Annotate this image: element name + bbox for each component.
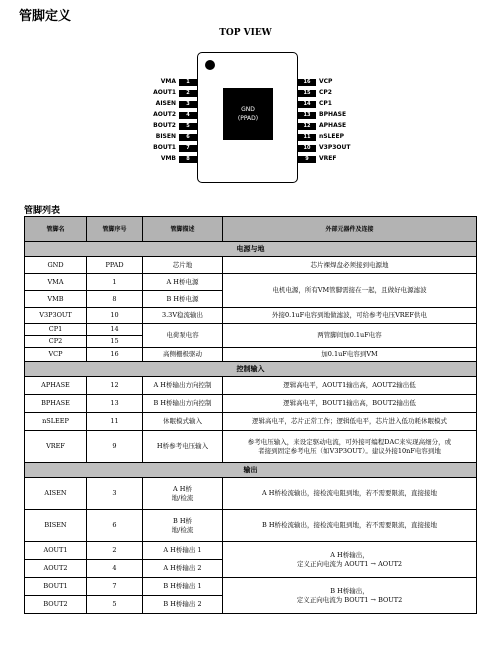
pin-name: AOUT2 [153,111,176,118]
table-row: nSLEEP 11 休眠模式输入 逻辑高电平，芯片正常工作；逻辑低电平，芯片进入低功耗休眠模式 [25,413,477,431]
left-pin-aisen [120,100,197,108]
left-pin-aout1 [120,89,197,97]
pin-number: 15 [298,90,316,97]
right-pin-vcp [298,78,378,86]
table-row: V3P3OUT 10 3.3V稳流输出 外接0.1uF电容到地做滤波，可给参考电压VREF供电 [25,308,477,324]
table-row: BOUT1 7 B H桥输出 1 B H桥输出， 定义正向电流为 BOUT1 → BOUT2 [25,578,477,596]
pin-name: VCP [319,78,333,85]
pin-number: 13 [298,112,316,119]
table-row: AISEN 3 A H桥 地/检流 A H桥检流输出，接检流电阻到地，若不需要限流，直接接地 [25,478,477,510]
pin-name: nSLEEP [319,133,345,140]
pad-label-ppad: (PPAD) [237,115,259,122]
table-row: BISEN 6 B H桥 地/检流 B H桥检流输出，接检流电阻到地，若不需要限流，直接接地 [25,510,477,542]
header-pin-name: 管脚名 [25,217,87,242]
table-row: VREF 9 H桥参考电压输入 参考电压输入，来设定驱动电流，可外接可编程DAC来实现高细分，或 者接到固定参考电压（如V3P3OUT）。建议外接10nF电容到地 [25,431,477,463]
table-row: VCP 16 高侧栅极驱动 加0.1uF电容到VM [25,348,477,362]
pin-name: CP1 [319,100,332,107]
pin-name: CP2 [319,89,332,96]
pin-number: 11 [298,134,316,141]
top-view-label: TOP VIEW [219,28,272,38]
section-control: 控制输入 [25,362,477,377]
pin-name: VMA [160,78,176,85]
pin-number: 3 [179,101,197,108]
pin-number: 16 [298,79,316,86]
right-pin-aphase [298,122,378,130]
left-pin-aout2 [120,111,197,119]
pin-number: 7 [179,145,197,152]
table-row: GND PPAD 芯片地 芯片裸焊盘必须接到电源地 [25,257,477,274]
right-pin-bphase [298,111,378,119]
pin-name: V3P3OUT [319,144,351,151]
pin-number: 6 [179,134,197,141]
pin-name: APHASE [319,122,347,129]
pin-name: BOUT2 [153,122,176,129]
pin-table [24,216,477,614]
pin-number: 4 [179,112,197,119]
section-power: 电源与地 [25,242,477,257]
left-pin-bout1 [120,144,197,152]
right-pin-nsleep [298,133,378,141]
pin-name: VMB [160,155,176,162]
pin-name: VREF [319,155,337,162]
pin-number: 9 [298,156,316,163]
pin-number: 2 [179,90,197,97]
table-header-row [25,217,477,242]
right-pin-vref [298,155,378,163]
pin1-marker-dot [205,60,215,70]
pin-number: 12 [298,123,316,130]
table-row: CP1 14 电荷泵电容 两管脚间加0.1uF电容 [25,324,477,336]
page-title: 管脚定义 [19,9,72,24]
header-external-connection: 外部元器件及连接 [223,217,477,242]
pin-name: AISEN [155,100,176,107]
table-row: AOUT2 4 A H桥输出 2 [25,560,477,578]
left-pin-bisen [120,133,197,141]
pin-number: 10 [298,145,316,152]
left-pin-vmb [120,155,197,163]
thermal-pad [223,88,273,140]
pin-number: 8 [179,156,197,163]
right-pin-cp2 [298,89,378,97]
left-pin-bout2 [120,122,197,130]
table-row: BOUT2 5 B H桥输出 2 [25,596,477,614]
right-pin-cp1 [298,100,378,108]
pin-list-title: 管脚列表 [24,206,61,216]
table-row: VMB 8 B H桥电源 [25,291,477,308]
pin-name: BOUT1 [153,144,176,151]
header-pin-number: 管脚序号 [87,217,143,242]
table-row: APHASE 12 A H桥输出方向控制 逻辑高电平，AOUT1输出高，AOUT2输出低 [25,377,477,395]
pin-number: 1 [179,79,197,86]
pin-name: AOUT1 [153,89,176,96]
table-row: AOUT1 2 A H桥输出 1 A H桥输出， 定义正向电流为 AOUT1 → AOUT2 [25,542,477,560]
section-output: 输出 [25,463,477,478]
header-pin-description: 管脚描述 [143,217,223,242]
left-pin-vma [120,78,197,86]
table-row: CP2 15 [25,336,477,348]
right-pin-v3p3out [298,144,378,152]
pad-label-gnd: GND [241,106,255,113]
table-row: VMA 1 A H桥电源 电机电源，所有VM管脚需接在一起，且做好电源滤波 [25,274,477,291]
pin-name: BPHASE [319,111,347,118]
pin-number: 14 [298,101,316,108]
table-row: BPHASE 13 B H桥输出方向控制 逻辑高电平，BOUT1输出高，BOUT2输出低 [25,395,477,413]
pin-name: BISEN [155,133,176,140]
pin-number: 5 [179,123,197,130]
